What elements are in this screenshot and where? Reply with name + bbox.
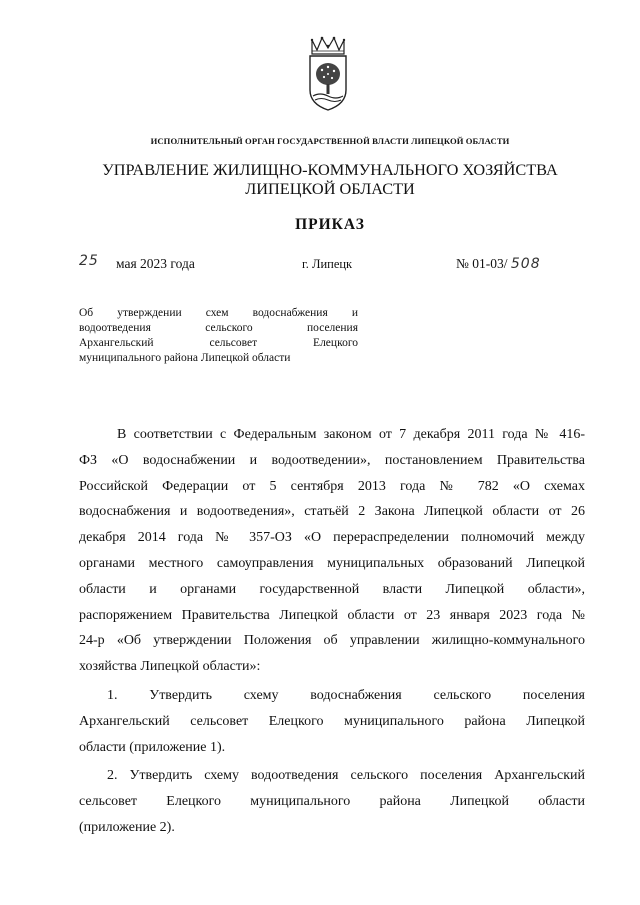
body-line: области и органами государственной власти Липецкой области»,	[79, 581, 585, 597]
body-line: 24-р «Об утверждении Положения об управлении жилищно-коммунального	[79, 633, 585, 649]
body-line: распоряжением Правительства Липецкой области от 23 января 2023 года №	[79, 607, 585, 623]
order-subject	[79, 306, 358, 366]
body-line: 1. Утвердить схему водоснабжения сельского поселения	[107, 687, 585, 703]
body-line: 2. Утвердить схему водоотведения сельского поселения Архангельский	[107, 768, 585, 784]
subject-line: Архангельский сельсовет Елецкого	[79, 337, 358, 349]
order-number-prefix: № 01-03/	[456, 256, 508, 271]
document-type: ПРИКАЗ	[295, 216, 365, 233]
subject-line: водоотведения сельского поселения	[79, 322, 358, 334]
department-name-line1: УПРАВЛЕНИЕ ЖИЛИЩНО-КОММУНАЛЬНОГО ХОЗЯЙСТВА	[102, 160, 558, 179]
body-line: водоснабжения и водоотведения», статьёй 2 Закона Липецкой области от 26	[79, 504, 585, 520]
body-line: (приложение 2).	[79, 819, 175, 835]
body-line: Российской Федерации от 5 сентября 2013 года № 782 «О схемах	[79, 478, 585, 494]
date-text: мая 2023 года	[116, 256, 195, 271]
subject-line: муниципального района Липецкой области	[79, 352, 291, 364]
issuing-authority: ИСПОЛНИТЕЛЬНЫЙ ОРГАН ГОСУДАРСТВЕННОЙ ВЛАСТИ ЛИПЕЦКОЙ ОБЛАСТИ	[150, 136, 510, 146]
body-line: сельсовет Елецкого муниципального района Липецкой области	[79, 794, 585, 810]
preamble-paragraph	[79, 422, 585, 680]
body-line: Архангельский сельсовет Елецкого муниципального района Липецкой	[79, 713, 585, 729]
subject-line: Об утверждении схем водоснабжения и	[79, 307, 358, 319]
date-day-handwritten: 25	[79, 253, 99, 269]
body-line: декабря 2014 года № 357-ОЗ «О перераспределении полномочий между	[79, 530, 585, 546]
order-body	[79, 422, 585, 841]
city: г. Липецк	[302, 257, 353, 271]
body-line: В соответствии с Федеральным законом от 7 декабря 2011 года № 416-	[117, 427, 585, 442]
body-line: органами местного самоуправления муниципальных образований Липецкой	[79, 555, 585, 571]
body-line: области (приложение 1).	[79, 739, 226, 755]
item-1	[79, 683, 585, 760]
coat-of-arms-emblem	[298, 34, 358, 114]
body-line: ФЗ «О водоснабжении и водоотведении», постановлением Правительства	[79, 452, 585, 468]
order-number	[456, 256, 541, 272]
body-line: хозяйства Липецкой области»:	[79, 659, 261, 675]
department-name	[0, 160, 640, 198]
item-2	[79, 763, 585, 840]
department-name-line2: ЛИПЕЦКОЙ ОБЛАСТИ	[245, 179, 415, 198]
order-number-handwritten: 508	[510, 256, 541, 272]
